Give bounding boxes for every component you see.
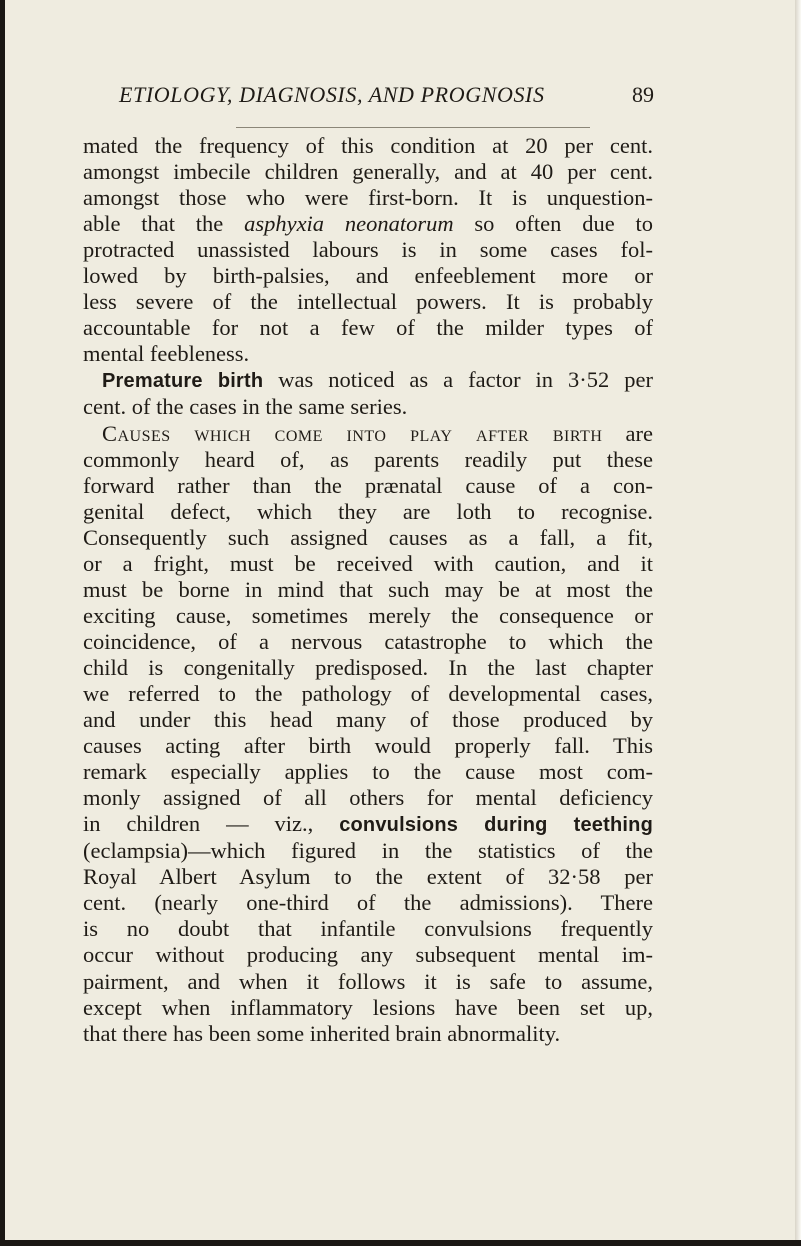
text-line [83,341,653,367]
text-line [83,525,653,551]
bold-heading: convulsions during teething [339,814,653,837]
text-line [83,577,653,603]
small-caps-heading: Causes which come into play after birth [102,420,603,446]
page-left-edge [0,0,5,1246]
line-text: so often due to [453,211,653,237]
line-text: mental feebleness. [83,341,250,367]
text-line [83,733,653,759]
text-line [83,942,653,968]
text-line [83,473,653,499]
line-text: lowed by birth-palsies, and enfeeblement more or [83,263,653,289]
line-text: was noticed as a factor in 3·52 per [263,367,653,393]
line-text: in children — viz., [83,811,340,837]
text-line [83,237,653,263]
text-line [83,603,653,629]
line-text: remark especially applies to the cause most com- [83,759,653,785]
text-line [83,289,653,315]
text-line [83,995,653,1021]
text-line [83,211,653,237]
line-text: is no doubt that infantile convulsions frequently [83,916,653,942]
bold-heading: Premature birth [102,370,264,393]
text-line [83,707,653,733]
page-bottom-edge [0,1240,801,1246]
line-text: child is congenitally predisposed. In the last chapter [83,654,653,680]
line-text: mated the frequency of this condition at 20 per cent. [83,133,653,158]
line-text: Consequently such assigned causes as a fall, a fit, [83,524,653,550]
line-text: are [602,420,653,446]
line-text: Royal Albert Asylum to the extent of 32·58 per [83,864,653,890]
line-text: accountable for not a few of the milder types of [83,315,653,341]
text-line [83,551,653,577]
line-text: that there has been some inherited brain abnormality. [83,1020,561,1046]
line-text: commonly heard of, as parents readily put these [83,446,653,472]
text-line [83,394,653,420]
page-right-edge [795,0,801,1246]
line-text: pairment, and when it follows it is safe to assume, [83,968,653,994]
text-line [83,838,653,864]
text-line [83,890,653,916]
text-line [83,367,653,394]
line-text: and under this head many of those produced by [83,707,653,733]
line-text: occur without producing any subsequent mental im- [83,942,653,968]
text-line [83,759,653,785]
line-text: causes acting after birth would properly fall. This [83,733,653,759]
line-text: genital defect, which they are loth to recognise. [83,498,653,524]
text-line [83,133,653,159]
text-line [83,785,653,811]
line-text: less severe of the intellectual powers. It is probably [83,289,653,315]
text-line [83,159,653,185]
line-text: amongst imbecile children generally, and at 40 per cent. [83,159,653,185]
text-line [83,681,653,707]
italic-term: asphyxia neonatorum [244,211,454,237]
text-line [83,916,653,942]
line-text: we referred to the pathology of developmental cases, [83,680,653,706]
line-text: (eclampsia)—which figured in the statistics of the [83,838,653,864]
line-text: able that the [83,211,245,237]
text-line [83,629,653,655]
line-text: forward rather than the prænatal cause of a con- [83,472,653,498]
page-number: 89 [632,82,654,107]
page-header [119,82,654,118]
line-text: except when inflammatory lesions have been set up, [83,994,653,1020]
header-rule [236,127,590,128]
text-line [83,1021,653,1047]
line-text: protracted unassisted labours is in some cases fol- [83,237,653,263]
text-line [83,811,653,838]
text-line [83,864,653,890]
line-text: exciting cause, sometimes merely the consequence or [83,602,653,628]
line-text: must be borne in mind that such may be at most the [83,576,653,602]
line-text: monly assigned of all others for mental deficiency [83,785,653,811]
text-line [83,315,653,341]
line-text: cent. of the cases in the same series. [83,394,408,420]
text-line [83,969,653,995]
text-line [83,185,653,211]
text-line [83,447,653,473]
text-line [83,421,653,447]
line-text: coincidence, of a nervous catastrophe to which the [83,628,653,654]
line-text: amongst those who were first-born. It is unquestion- [83,185,653,211]
body-text [83,133,653,1047]
running-head: ETIOLOGY, DIAGNOSIS, AND PROGNOSIS [119,82,545,107]
text-line [83,655,653,681]
text-line [83,499,653,525]
line-text: or a fright, must be received with caution, and it [83,550,653,576]
line-text: cent. (nearly one-third of the admissions). There [83,890,653,916]
text-line [83,263,653,289]
